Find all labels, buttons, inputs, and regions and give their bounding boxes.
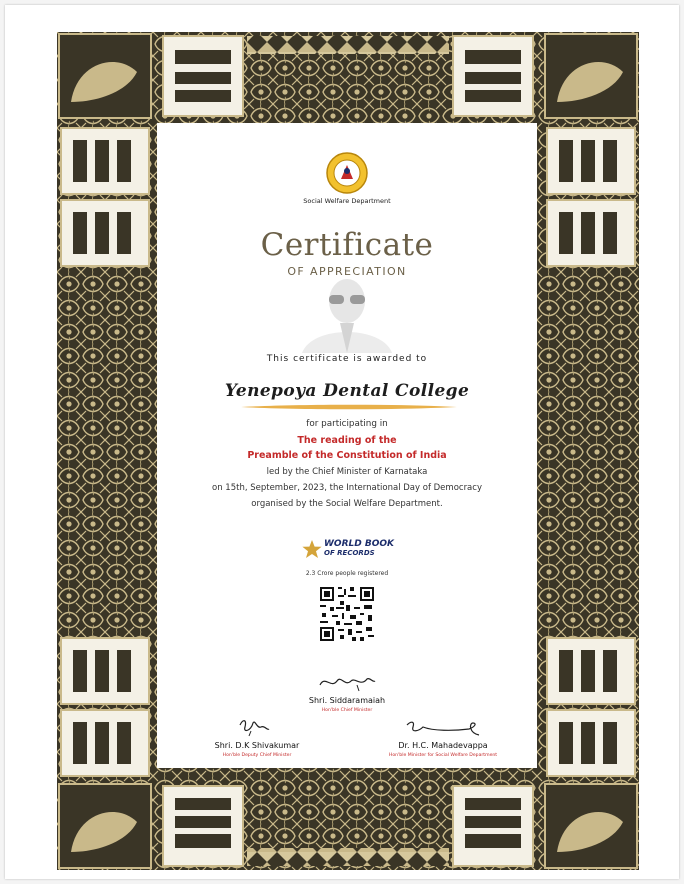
karnataka-emblem-icon (325, 151, 369, 195)
signatory-minister-name: Dr. H.C. Mahadevappa (398, 741, 488, 750)
signatory-dcm-role: Hon'ble Deputy Chief Minister (222, 753, 292, 758)
led-by-line: led by the Chief Minister of Karnataka (266, 467, 428, 477)
name-underline-brush-icon (239, 403, 459, 411)
portrait-watermark-icon (302, 273, 392, 353)
gold-star-icon (302, 539, 322, 561)
certificate-title: Certificate (260, 227, 434, 263)
registered-count: 2.3 Crore people registered (305, 570, 389, 577)
signatory-cm-name: Shri. Siddaramaiah (308, 696, 386, 705)
recipient-name: Yenepoya Dental College (224, 381, 470, 401)
signature-mahadevappa-icon (403, 719, 483, 739)
event-title-line2: Preamble of the Constitution of India (247, 450, 447, 461)
certificate-subtitle: OF APPRECIATION (287, 265, 407, 278)
participating-line: for participating in (306, 419, 388, 429)
date-line: on 15th, September, 2023, the International Day of Democracy (212, 483, 482, 493)
certificate-page (5, 5, 679, 879)
certificate-content-panel (157, 123, 537, 768)
organised-line: organised by the Social Welfare Department. (251, 499, 443, 509)
event-title-line1: The reading of the (297, 435, 397, 446)
awarded-line: This certificate is awarded to (266, 354, 428, 364)
signatory-dcm-name: Shri. D.K Shivakumar (214, 741, 300, 750)
qr-code-icon[interactable] (318, 585, 376, 643)
world-book-of-records-logo: WORLD BOOK OF RECORDS (302, 537, 397, 567)
department-name: Social Welfare Department (303, 197, 391, 205)
signatory-cm-role: Hon'ble Chief Minister (321, 708, 373, 713)
signatory-minister-role: Hon'ble Minister for Social Welfare Department (388, 753, 498, 758)
signature-shivakumar-icon (237, 717, 271, 737)
signature-siddaramaiah-icon (317, 671, 377, 693)
